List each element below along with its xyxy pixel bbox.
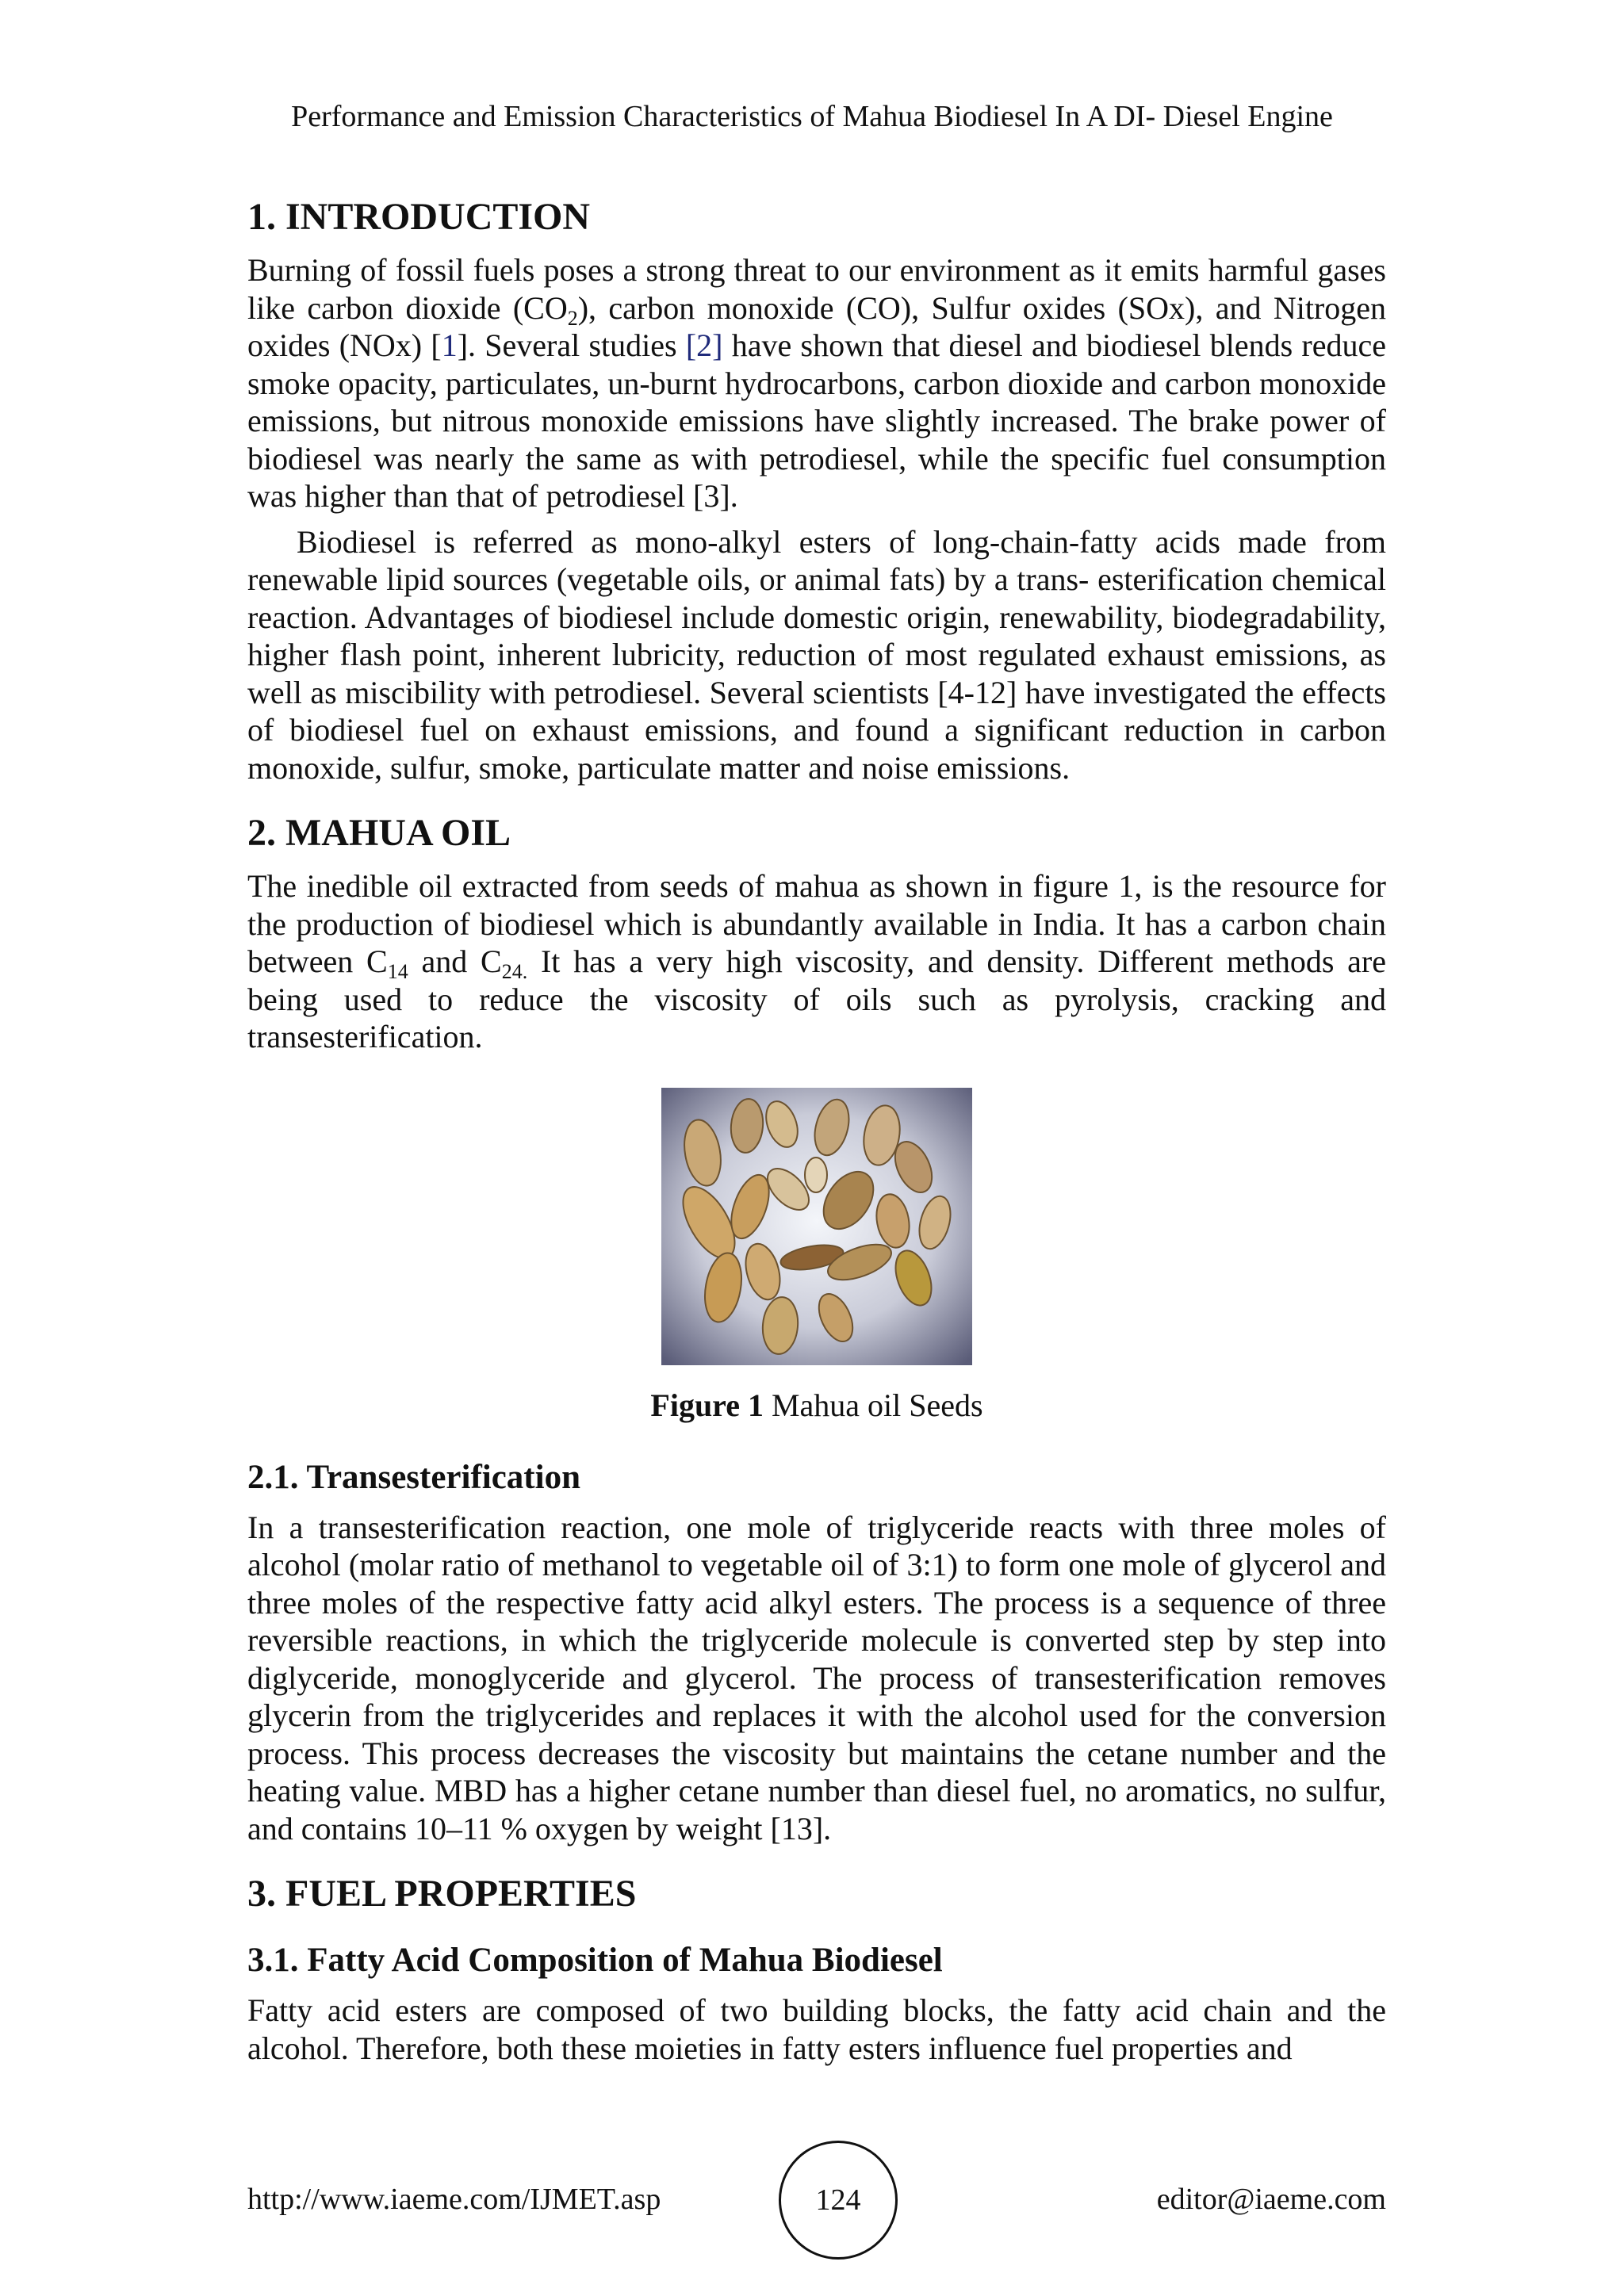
subsection-heading-transesterification: 2.1. Transesterification <box>247 1458 580 1496</box>
running-header: Performance and Emission Characteristics of Mahua Biodiesel In A DI- Diesel Engine <box>291 100 1333 133</box>
footer-url-link[interactable]: http://www.iaeme.com/IJMET.asp <box>247 2183 661 2216</box>
reference-link-2[interactable]: [2] <box>685 327 723 363</box>
section-heading-mahua-oil: 2. MAHUA OIL <box>247 812 511 854</box>
text-run: have shown that diesel and biodiesel blends reduce smoke opacity, particulates, un-burnt hydrocarbons, carbon dioxide and carbon monoxide emissions, but nitrous monoxide emissions have slightly increased. The brake power of biodiesel was nearly the same as with petrodiesel, while the specific fuel consumption was higher than that of petrodiesel [3]. <box>247 327 1386 514</box>
intro-paragraph-2: Biodiesel is referred as mono-alkyl esters of long-chain-fatty acids made from renewable lipid sources (vegetable oils, or animal fats) by a trans- esterification chemical reaction. Advantages of biodiesel include domestic origin, renewability, biodegradability, higher flash point, inherent lubricity, reduction of most regulated exhaust emissions, as well as miscibility with petrodiesel. Several scientists [4-12] have investigated the effects of biodiesel fuel on exhaust emissions, and found a significant reduction in carbon monoxide, sulfur, smoke, particulate matter and noise emissions. <box>247 523 1386 786</box>
text-run: It has a very high viscosity, and density. Different methods are being used to reduce the viscosity of oils such as pyrolysis, cracking and transesterification. <box>247 943 1386 1054</box>
figure-1 <box>247 1088 1386 1369</box>
section-heading-introduction: 1. INTRODUCTION <box>247 196 591 238</box>
text-run: The inedible oil extracted from seeds of mahua as shown in figure 1, is the resource for the production of biodiesel which is abundantly available in India. It has a carbon chain between C <box>247 868 1386 979</box>
text-run: ]. Several studies <box>457 327 686 363</box>
section-heading-fuel-properties: 3. FUEL PROPERTIES <box>247 1873 637 1915</box>
subscript: 24. <box>501 960 528 983</box>
figure-label: Figure 1 <box>650 1387 764 1423</box>
subscript: 14 <box>387 960 408 983</box>
text-run: and C <box>408 943 502 979</box>
transesterification-paragraph: In a transesterification reaction, one mole of triglyceride reacts with three moles of alcohol (molar ratio of methanol to vegetable oil of 3:1) to form one mole of glycerol and three moles of the respective fatty acid alkyl esters. The process is a sequence of three reversible reactions, in which the triglyceride molecule is converted step by step into diglyceride, monoglyceride and glycerol. The process of transesterification removes glycerin from the triglycerides and replaces it with the alcohol used for the conversion process. This process decreases the viscosity but maintains the cetane number and the heating value. MBD has a higher cetane number than diesel fuel, no aromatics, no sulfur, and contains 10–11 % oxygen by weight [13]. <box>247 1509 1386 1846</box>
mahua-paragraph-1 <box>247 867 1386 1056</box>
main-content <box>247 194 1386 2067</box>
footer-email-link[interactable]: editor@iaeme.com <box>1156 2183 1386 2216</box>
subsection-heading-fatty-acid: 3.1. Fatty Acid Composition of Mahua Biodiesel <box>247 1942 943 1979</box>
mahua-seeds-photo <box>661 1088 972 1365</box>
figure-1-caption <box>247 1387 1386 1425</box>
fatty-acid-paragraph: Fatty acid esters are composed of two building blocks, the fatty acid chain and the alcohol. Therefore, both these moieties in fatty esters influence fuel properties and <box>247 1992 1386 2066</box>
page-number: 124 <box>779 2141 898 2260</box>
intro-paragraph-1 <box>247 251 1386 515</box>
page-footer <box>247 2141 1386 2260</box>
reference-link-1[interactable]: 1 <box>441 327 458 363</box>
text-run: ), carbon monoxide (CO), Sulfur oxides (SOx), and Nitrogen oxides (NOx) [ <box>247 289 1387 363</box>
text-run: Burning of fossil fuels poses a strong threat to our environment as it emits harmful gases like carbon dioxide (CO <box>247 252 1386 326</box>
subscript: 2 <box>567 306 578 330</box>
figure-caption-text: Mahua oil Seeds <box>763 1387 983 1423</box>
